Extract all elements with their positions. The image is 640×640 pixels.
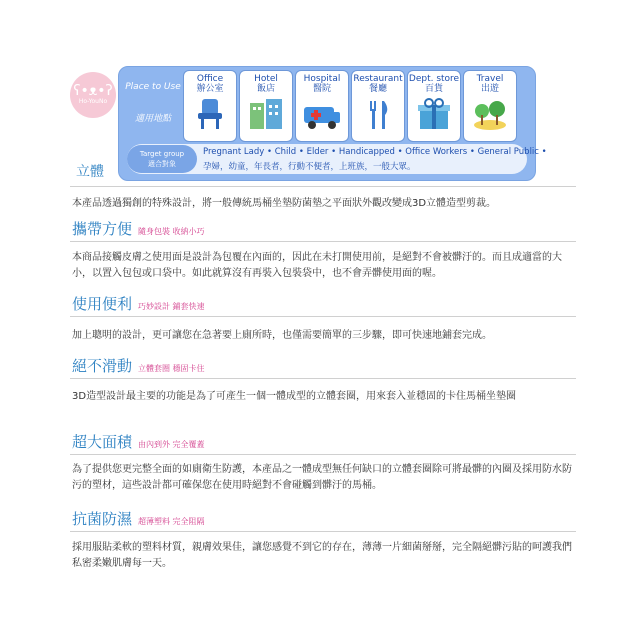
place-en: Dept. store xyxy=(408,74,460,84)
fork-knife-icon xyxy=(360,97,396,131)
divider xyxy=(70,186,576,187)
section-body-nonslip: 3D造型設計最主要的功能是為了可產生一個一體成型的立體套圈，用來套入並穩固的卡住馬桶坐墊圈 xyxy=(72,391,517,402)
partial-section-title: 立體 xyxy=(76,164,104,180)
place-en: Hotel xyxy=(254,74,278,84)
ambulance-icon xyxy=(302,97,342,131)
brand-logo-text: Ho-YouNo xyxy=(78,98,108,105)
place-subtitle: 適用地點 xyxy=(134,114,171,124)
place-en: Travel xyxy=(476,74,504,84)
section-heading-convenient xyxy=(72,293,205,314)
divider xyxy=(70,316,576,317)
place-zh: 出遊 xyxy=(480,84,499,94)
section-title: 攜帶方便 xyxy=(72,220,133,238)
place-card-hospital xyxy=(295,70,349,142)
place-card-hotel xyxy=(239,70,293,142)
gift-box-icon xyxy=(414,97,454,131)
section-title: 超大面積 xyxy=(72,433,133,451)
section-title: 抗菌防濕 xyxy=(72,510,133,528)
section-heading-antibacterial xyxy=(72,508,205,529)
place-en: Restaurant xyxy=(353,74,403,84)
intro-paragraph: 本產品透過獨創的特殊設計，將一般傳統馬桶坐墊防菌墊之平面狀外觀改變成3D立體造型剪裁。 xyxy=(72,198,497,209)
target-group-en: Pregnant Lady • Child • Elder • Handicapped • Office Workers • General Public • xyxy=(203,147,547,157)
place-card-restaurant xyxy=(351,70,405,142)
section-tag: 由內到外 完全覆蓋 xyxy=(138,440,205,449)
tree-icon xyxy=(470,97,510,131)
place-zh: 餐廳 xyxy=(368,84,387,94)
place-card-travel xyxy=(463,70,517,142)
section-tag: 巧妙設計 鋪套快速 xyxy=(138,302,205,311)
usage-banner xyxy=(118,66,547,181)
place-zh: 醫院 xyxy=(312,84,331,94)
target-group-badge xyxy=(127,145,197,173)
section-title: 絕不滑動 xyxy=(72,357,133,375)
target-group-bar xyxy=(127,144,547,174)
target-badge-en: Target group xyxy=(139,150,185,158)
place-title: Place to Use xyxy=(125,82,181,92)
place-card-office xyxy=(183,70,237,142)
section-title: 使用便利 xyxy=(72,295,133,313)
section-body-portable: 本商品接觸皮膚之使用面是設計為包覆在內面的，因此在未打開使用前，是絕對不會被髒汙的。而且成適當的大小，以置入包包或口袋中。如此就算沒有再裝入包裝袋中，也不會弄髒使用面的喔。 xyxy=(72,252,562,279)
section-heading-nonslip xyxy=(72,355,205,376)
section-body-coverage: 為了提供您更完整全面的如廁衛生防護，本產品之一體成型無任何缺口的立體套圈除可將最髒的內圈及採用防水防污的塑材，這些設計都可確保您在使用時絕對不會碰觸到髒汙的馬桶。 xyxy=(72,464,572,491)
place-zh: 辦公室 xyxy=(196,84,224,94)
section-body-antibacterial: 採用服貼柔軟的塑料材質，親膚效果佳，讓您感覺不到它的存在，薄薄一片細菌掰掰，完全隔絕髒污貼的呵護我們私密柔嫩肌膚每一天。 xyxy=(72,542,572,569)
section-tag: 隨身包裝 收納小巧 xyxy=(138,227,205,236)
place-en: Hospital xyxy=(303,74,341,84)
target-group-zh: 孕婦，幼童，年長者，行動不便者，上班族，一般大眾。 xyxy=(203,162,416,172)
section-tag: 超薄塑料 完全阻隔 xyxy=(138,517,205,526)
divider xyxy=(70,241,576,242)
place-zh: 飯店 xyxy=(256,84,275,94)
hotel-building-icon xyxy=(246,97,286,131)
place-card-dept-store xyxy=(407,70,461,142)
section-tag: 立體套圈 穩固卡住 xyxy=(138,364,205,373)
place-en: Office xyxy=(196,74,224,84)
section-body-convenient: 加上聰明的設計，更可讓您在急著要上廁所時，也僅需要簡單的三步驟，即可快速地鋪套完成。 xyxy=(72,330,492,341)
divider xyxy=(70,531,576,532)
bear-face-icon: ʕ•ᴥ•ʔ xyxy=(73,83,113,99)
place-zh: 百貨 xyxy=(424,84,443,94)
target-badge-zh: 適合對象 xyxy=(148,160,176,168)
divider xyxy=(70,378,576,379)
divider xyxy=(70,454,576,455)
section-heading-coverage xyxy=(72,431,205,452)
brand-logo xyxy=(70,72,116,118)
section-heading-portable xyxy=(72,218,205,239)
chair-icon xyxy=(192,97,228,131)
